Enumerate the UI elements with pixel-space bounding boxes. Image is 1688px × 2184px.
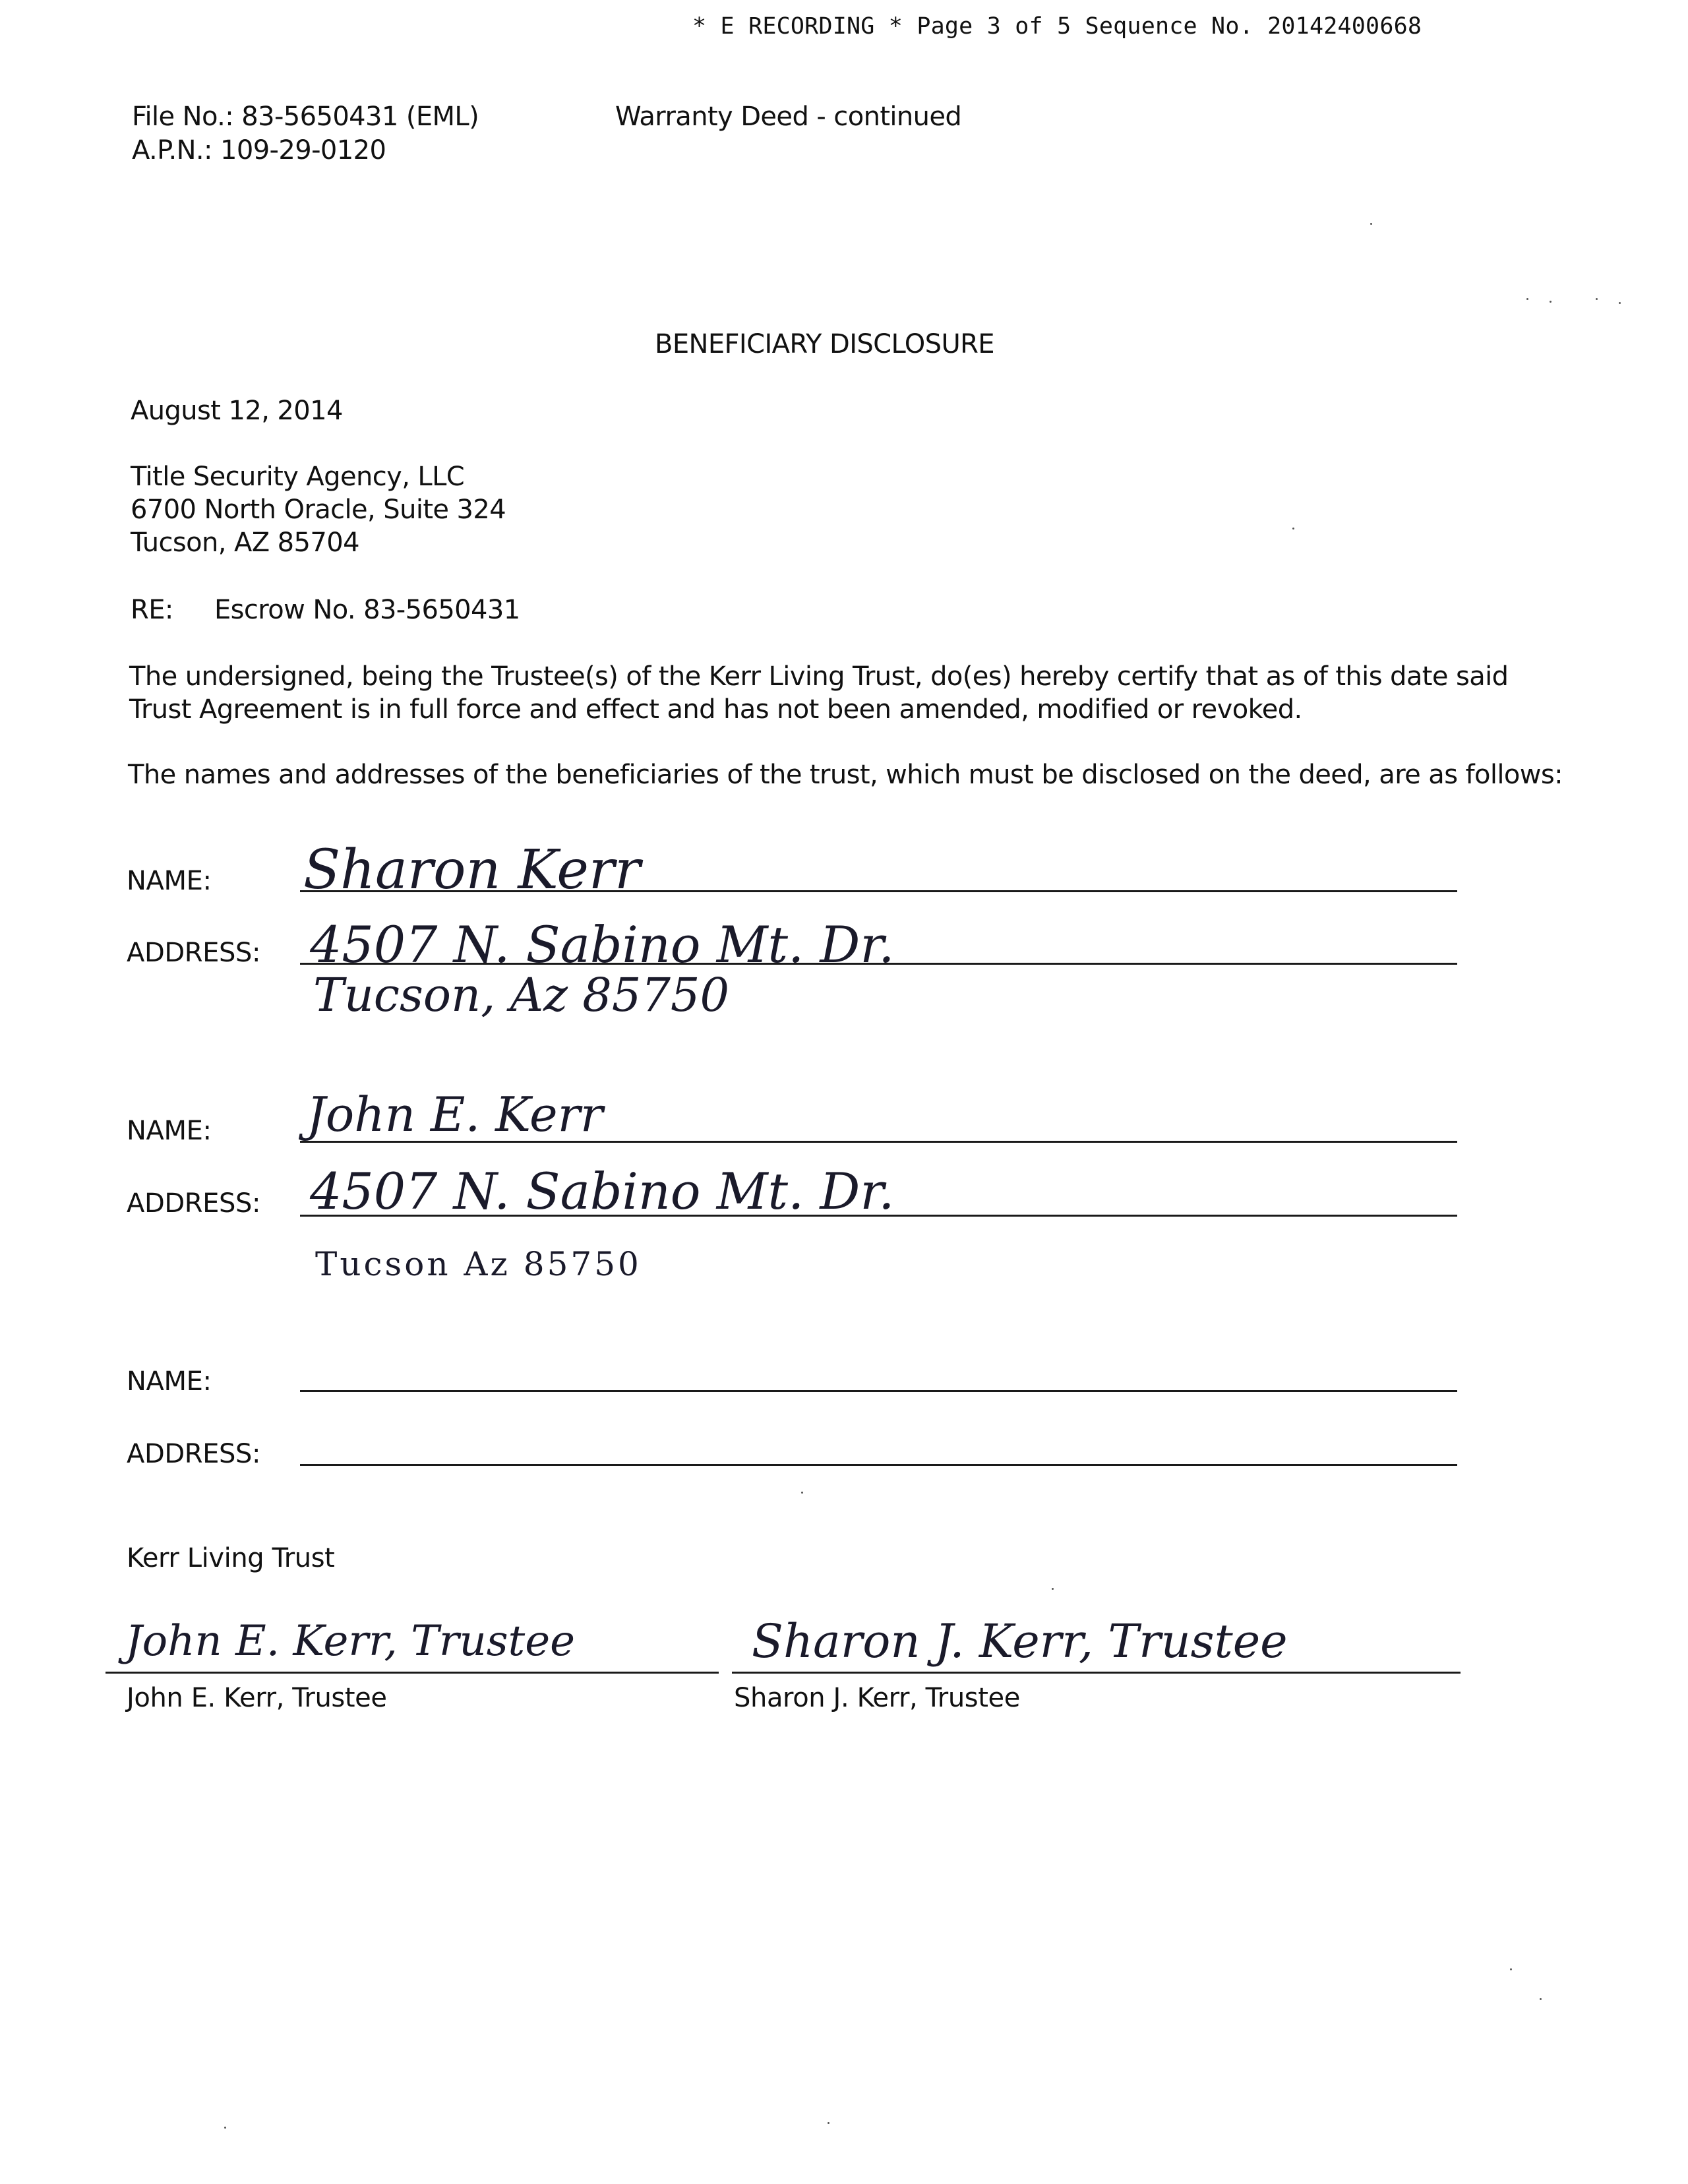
beneficiary-3-name-label: NAME:: [127, 1366, 212, 1397]
apn-number: A.P.N.: 109-29-0120: [132, 135, 386, 166]
letter-date: August 12, 2014: [131, 396, 343, 426]
beneficiary-2-address-line-2: Tucson Az 85750: [315, 1245, 642, 1283]
scan-speck: [1550, 301, 1552, 303]
beneficiary-2-address-line-1: 4507 N. Sabino Mt. Dr.: [310, 1162, 895, 1221]
scan-speck: [1292, 528, 1294, 530]
scan-speck: [1619, 302, 1621, 304]
document-continued-label: Warranty Deed - continued: [615, 102, 962, 132]
sharon-signature-line: [732, 1672, 1461, 1674]
scan-speck: [801, 1492, 803, 1494]
recipient-line-1: Title Security Agency, LLC: [131, 462, 465, 492]
disclosure-paragraph: The names and addresses of the beneficiaries of the trust, which must be disclosed on the deed, are as follows:: [128, 760, 1563, 790]
beneficiary-1-address-line-2: Tucson, Az 85750: [313, 968, 729, 1022]
certification-paragraph-line-2: Trust Agreement is in full force and effect and has not been amended, modified or revoked.: [129, 694, 1302, 725]
scan-speck: [1370, 223, 1372, 225]
trust-name: Kerr Living Trust: [127, 1543, 335, 1573]
beneficiary-1-address-line-1: 4507 N. Sabino Mt. Dr.: [310, 915, 895, 974]
page-title: BENEFICIARY DISCLOSURE: [655, 329, 994, 359]
beneficiary-1-name-handwritten: Sharon Kerr: [303, 839, 641, 901]
beneficiary-3-name-line: [300, 1390, 1457, 1392]
certification-paragraph-line-1: The undersigned, being the Trustee(s) of the Kerr Living Trust, do(es) hereby certify that as of this date said: [129, 661, 1509, 692]
file-number: File No.: 83-5650431 (EML): [132, 102, 479, 132]
beneficiary-3-address-label: ADDRESS:: [127, 1439, 261, 1469]
recipient-line-2: 6700 North Oracle, Suite 324: [131, 495, 506, 525]
recording-header: * E RECORDING * Page 3 of 5 Sequence No. 20142400668: [692, 13, 1422, 40]
sharon-printed-name: Sharon J. Kerr, Trustee: [734, 1683, 1020, 1713]
re-escrow-number: Escrow No. 83-5650431: [214, 595, 520, 625]
beneficiary-2-name-label: NAME:: [127, 1116, 212, 1146]
scan-speck: [224, 2127, 226, 2129]
beneficiary-2-address-label: ADDRESS:: [127, 1188, 261, 1219]
re-label: RE:: [131, 595, 173, 625]
john-signature: John E. Kerr, Trustee: [125, 1617, 575, 1666]
scan-speck: [1052, 1588, 1054, 1590]
john-signature-line: [106, 1672, 719, 1674]
scan-speck: [828, 2122, 829, 2124]
scan-speck: [1540, 1998, 1542, 2000]
sharon-signature: Sharon J. Kerr, Trustee: [752, 1614, 1288, 1668]
scan-speck: [1596, 298, 1598, 300]
scan-speck: [1510, 1968, 1512, 1970]
beneficiary-1-address-label: ADDRESS:: [127, 938, 261, 968]
john-printed-name: John E. Kerr, Trustee: [127, 1683, 387, 1713]
beneficiary-1-name-label: NAME:: [127, 866, 212, 896]
beneficiary-3-address-line: [300, 1464, 1457, 1466]
scan-speck: [1526, 298, 1528, 300]
beneficiary-2-name-handwritten: John E. Kerr: [307, 1087, 603, 1142]
recipient-line-3: Tucson, AZ 85704: [131, 528, 359, 558]
